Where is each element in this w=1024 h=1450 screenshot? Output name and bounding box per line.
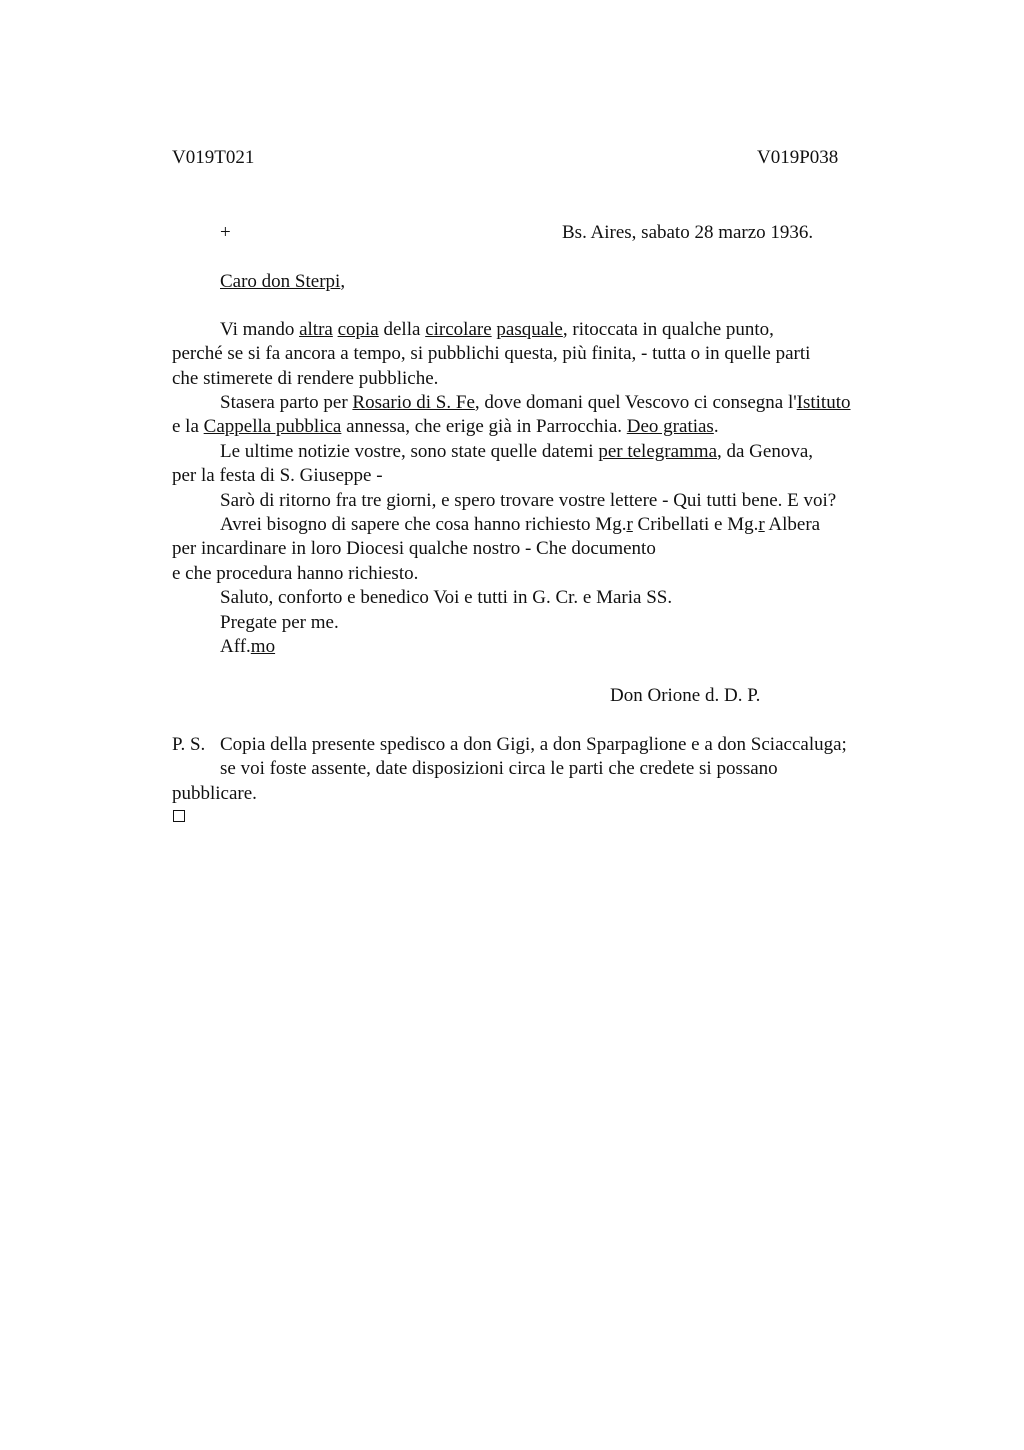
p2-text-e: . xyxy=(713,416,719,437)
p1-underline-copia: copia xyxy=(337,319,379,340)
p1-text-a: Vi mando xyxy=(220,319,300,340)
p1-underline-altra: altra xyxy=(299,319,333,340)
p5-underline-r1: r xyxy=(626,514,633,535)
p1-line2: perché se si fa ancora a tempo, si pubblichi questa, più finita, - tutta o in quelle parti xyxy=(172,343,811,364)
ps-line1: Copia della presente spedisco a don Gigi, a don Sparpaglione e a don Sciaccaluga; xyxy=(220,734,847,755)
p1-underline-pasquale: pasquale xyxy=(496,319,563,340)
closing-text: Aff. xyxy=(220,636,251,657)
closing xyxy=(220,635,275,659)
p5-text-a: Avrei bisogno di sapere che cosa hanno richiesto Mg. xyxy=(220,514,627,535)
p2-line2 xyxy=(172,415,719,439)
salutation xyxy=(220,270,345,294)
header-left-code: V019T021 xyxy=(172,147,255,168)
p1-line3: che stimerete di rendere pubbliche. xyxy=(172,368,439,389)
p3-line2: per la festa di S. Giuseppe - xyxy=(172,465,383,486)
p1-text-e: , ritoccata in qualche punto, xyxy=(562,319,774,340)
p1-underline-circolare: circolare xyxy=(425,319,492,340)
p5-line2: per incardinare in loro Diocesi qualche nostro - Che documento xyxy=(172,538,656,559)
p3-text-a: Le ultime notizie vostre, sono state quelle datemi xyxy=(220,441,599,462)
place-date: Bs. Aires, sabato 28 marzo 1936. xyxy=(562,222,814,243)
ps-line2: se voi foste assente, date disposizioni circa le parti che credete si possano xyxy=(220,758,778,779)
ps-label: P. S. xyxy=(172,734,206,755)
p3-line1 xyxy=(220,440,813,464)
p2-text-c: e la xyxy=(172,416,204,437)
closing-underline-mo: mo xyxy=(250,636,276,657)
p2-underline-cappella: Cappella pubblica xyxy=(203,416,342,437)
p2-line1 xyxy=(220,391,851,415)
p1-text-c: della xyxy=(378,319,426,340)
p5-underline-r2: r xyxy=(758,514,765,535)
p3-text-b: , da Genova, xyxy=(717,441,814,462)
p5-line3: e che procedura hanno richiesto. xyxy=(172,563,419,584)
p5-text-b: Cribellati e Mg. xyxy=(632,514,759,535)
salutation-comma: , xyxy=(340,271,346,292)
cross-mark: + xyxy=(220,222,231,243)
p2-text-b: , dove domani quel Vescovo ci consegna l' xyxy=(474,392,797,413)
p5-text-c: Albera xyxy=(764,514,821,535)
p5-line1 xyxy=(220,513,820,537)
signature: Don Orione d. D. P. xyxy=(610,685,761,706)
p2-underline-istituto: Istituto xyxy=(796,392,851,413)
p6-line: Saluto, conforto e benedico Voi e tutti in G. Cr. e Maria SS. xyxy=(220,587,673,608)
p1-line1 xyxy=(220,318,774,342)
p7-line: Pregate per me. xyxy=(220,612,339,633)
p2-text-a: Stasera parto per xyxy=(220,392,353,413)
ps-line3: pubblicare. xyxy=(172,783,257,804)
p3-underline-telegramma: per telegramma xyxy=(598,441,717,462)
header-right-code: V019P038 xyxy=(757,147,839,168)
p4-line: Sarò di ritorno fra tre giorni, e spero trovare vostre lettere - Qui tutti bene. E voi? xyxy=(220,490,837,511)
p2-text-d: annessa, che erige già in Parrocchia. xyxy=(341,416,627,437)
salutation-name: Caro don Sterpi xyxy=(220,271,341,292)
p2-underline-rosario: Rosario di S. Fe xyxy=(352,392,475,413)
p2-underline-deo-gratias: Deo gratias xyxy=(626,416,714,437)
end-box-marker xyxy=(173,810,185,822)
